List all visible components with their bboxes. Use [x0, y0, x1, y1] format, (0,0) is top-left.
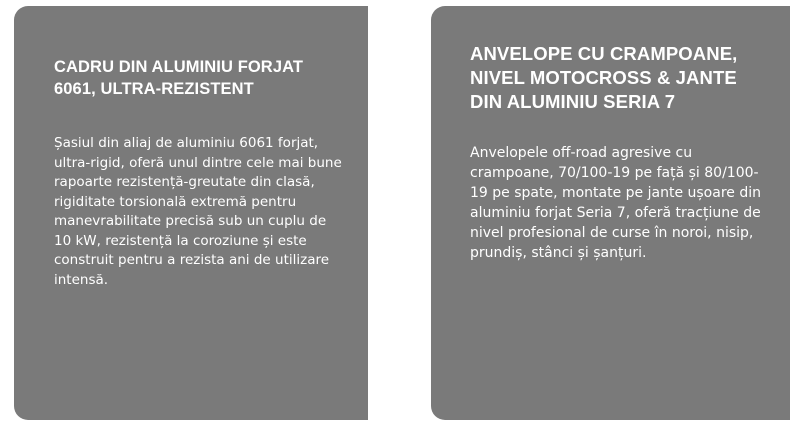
feature-card-description: Șasiul din aliaj de aluminiu 6061 forjat, ultra-rigid, oferă unul dintre cele mai bune rapoarte rezistență-greutate din clasă, rigiditate torsională extremă pentru manevrabilitate precisă sub un cuplu de 10 kW, rezistență la coroziune și este construit pentru a rezista ani de utilizare intensă.	[54, 135, 342, 288]
title-line: NIVEL MOTOCROSS & JANTE	[470, 67, 737, 88]
title-line: DIN ALUMINIU SERIA 7	[470, 91, 676, 112]
feature-card-description: Anvelopele off-road agresive cu crampoane, 70/100-19 pe față și 80/100-19 pe spate, montate pe jante ușoare din aluminiu forjat Seria 7, oferă tracțiune de nivel profesional de curse în noroi, nisip, prundiș, stânci și șanțuri.	[470, 145, 761, 261]
feature-card-frame	[14, 6, 368, 420]
feature-card-title	[470, 42, 770, 114]
title-line: 6061, ULTRA-REZISTENT	[54, 80, 254, 98]
feature-card-tires	[431, 6, 790, 420]
title-line: ANVELOPE CU CRAMPOANE,	[470, 43, 738, 64]
feature-card-title	[54, 56, 344, 100]
title-line: CADRU DIN ALUMINIU FORJAT	[54, 58, 304, 76]
